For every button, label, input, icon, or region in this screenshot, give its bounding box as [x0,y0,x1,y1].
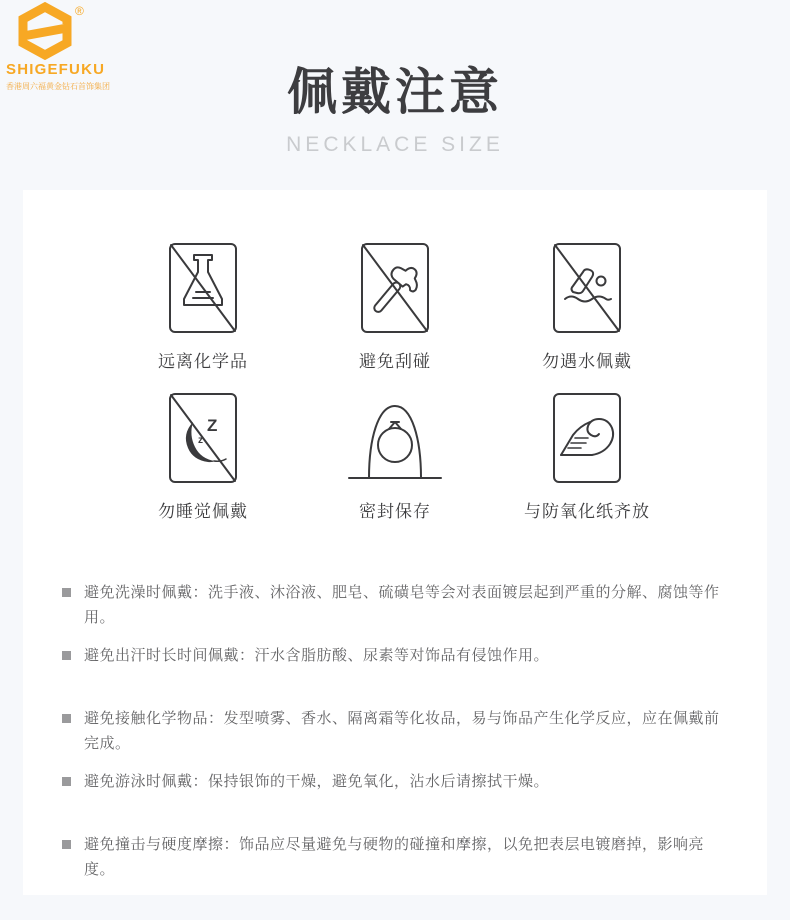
icon-cell-sleep [107,390,299,540]
tip-text: 避免撞击与硬度摩擦：饰品应尽量避免与硬物的碰撞和摩擦，以免把表层电镀磨掉，影响亮度。 [84,836,705,878]
icon-cell-paper [491,390,683,540]
sealed-storage-icon [347,392,443,484]
bullet-square-icon [62,588,71,597]
tip-item [62,769,738,794]
icon-label: 远离化学品 [158,352,248,371]
icon-cell-water [491,240,683,390]
no-sleep-icon [168,392,238,484]
tip-text: 避免游泳时佩戴：保持银饰的干燥，避免氧化，沾水后请擦拭干燥。 [84,773,550,790]
z-small-glyph: z [198,435,203,446]
bullet-square-icon [62,777,71,786]
icon-label: 勿睡觉佩戴 [158,502,248,521]
tip-text: 避免洗澡时佩戴：洗手液、沐浴液、肥皂、硫磺皂等会对表面镀层起到严重的分解、腐蚀等作用。 [84,584,720,626]
z-large-glyph: Z [207,416,218,435]
bullet-square-icon [62,651,71,660]
registered-mark: ® [75,4,84,18]
tip-item [62,643,738,668]
tip-item [62,706,738,756]
tips-list [62,580,738,882]
tip-item [62,832,738,882]
icon-label: 密封保存 [359,502,431,521]
page-subtitle: NECKLACE SIZE [286,133,504,156]
bullet-square-icon [62,840,71,849]
icon-label: 避免刮碰 [359,352,431,371]
no-scratch-icon [360,242,430,334]
no-water-icon [552,242,622,334]
brand-name: SHIGEFUKU [6,61,106,78]
tip-item [62,580,738,630]
icon-cell-sealed [299,390,491,540]
no-chemicals-icon [168,242,238,334]
tip-text: 避免出汗时长时间佩戴：汗水含脂肪酸、尿素等对饰品有侵蚀作用。 [84,647,550,664]
title-block [0,52,790,157]
icon-grid [107,240,683,540]
icon-label: 勿遇水佩戴 [542,352,632,371]
brand-tagline: 香港周六福黄金钻石首饰集团 [6,82,110,91]
bullet-square-icon [62,714,71,723]
page-title: 佩戴注意 [287,64,503,120]
icon-label: 与防氧化纸齐放 [524,502,650,521]
tip-text: 避免接触化学物品：发型喷雾、香水、隔离霜等化妆品，易与饰品产生化学反应，应在佩戴前完成。 [84,710,720,752]
icon-cell-chemicals [107,240,299,390]
care-card [23,190,767,895]
anti-oxidation-paper-icon [552,392,622,484]
icon-cell-scratch [299,240,491,390]
